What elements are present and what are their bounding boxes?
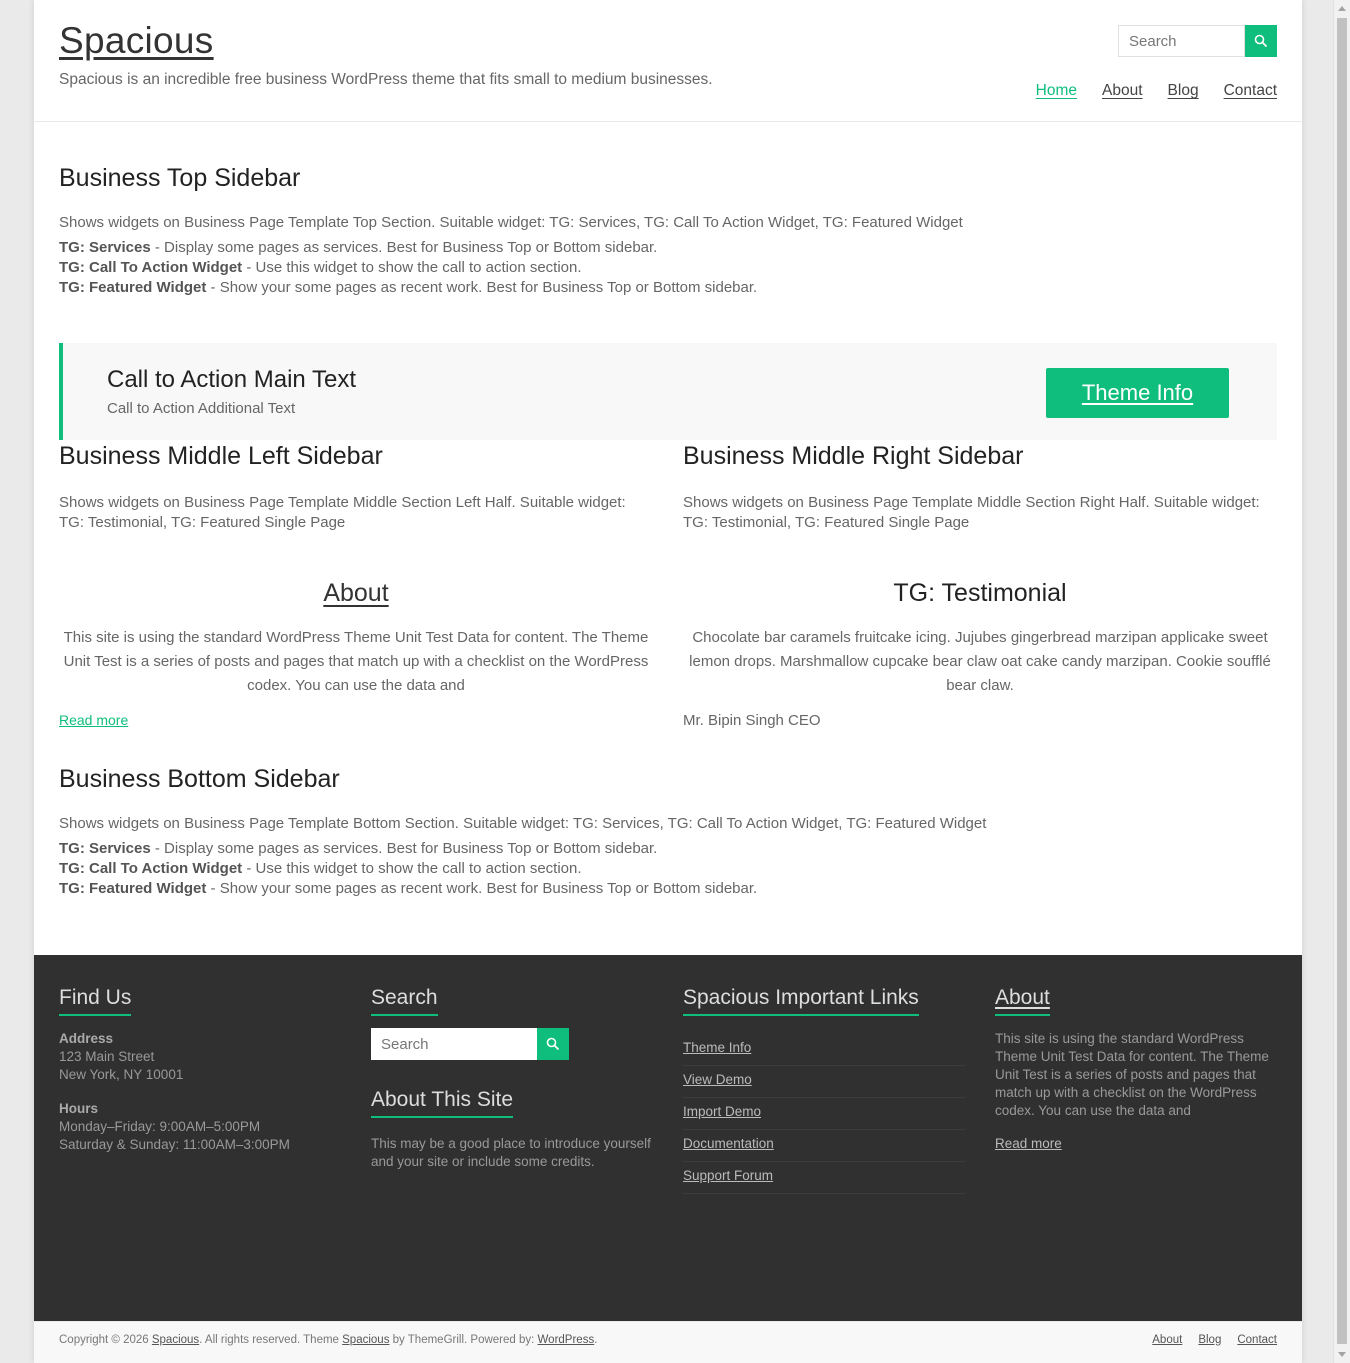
item-name: TG: Featured Widget xyxy=(59,279,207,296)
scroll-down-arrow-icon[interactable] xyxy=(1338,1352,1346,1357)
nav-about[interactable]: About xyxy=(1102,82,1143,99)
footer-find-us xyxy=(59,986,341,1154)
list-item xyxy=(683,1066,965,1098)
nav-blog[interactable]: Blog xyxy=(1167,82,1199,99)
read-more-link[interactable]: Read more xyxy=(59,712,129,728)
middle-left-desc: Shows widgets on Business Page Template Middle Section Left Half. Suitable widget: TG: Testimonial, TG: Featured Single Page xyxy=(59,494,626,531)
cta-main-text: Call to Action Main Text xyxy=(107,366,357,393)
testimonial-title: TG: Testimonial xyxy=(893,579,1067,607)
cta-additional-text: Call to Action Additional Text xyxy=(107,400,296,417)
footer-read-more-link[interactable]: Read more xyxy=(995,1136,1062,1151)
business-top-sidebar xyxy=(59,164,1277,298)
list-item xyxy=(683,1098,965,1130)
address-label: Address xyxy=(59,1031,114,1046)
item-desc: - Display some pages as services. Best for Business Top or Bottom sidebar. xyxy=(150,239,658,256)
footer-search-input[interactable] xyxy=(371,1028,537,1060)
footer-important-links xyxy=(683,986,965,1194)
call-to-action xyxy=(59,343,1277,440)
about-card-title xyxy=(59,579,653,608)
about-site-title: About This Site xyxy=(371,1088,513,1118)
copyright-text xyxy=(59,1334,597,1346)
page-wrapper xyxy=(34,0,1302,1363)
site-tagline: Spacious is an incredible free business WordPress theme that fits small to medium businesses. xyxy=(59,71,713,88)
item-name: TG: Call To Action Widget xyxy=(59,860,243,877)
list-item xyxy=(683,1162,965,1194)
nav-home[interactable]: Home xyxy=(1035,82,1078,99)
nav-contact[interactable]: Contact xyxy=(1223,82,1277,99)
bottom-sidebar-title: Business Bottom Sidebar xyxy=(59,765,340,793)
business-bottom-sidebar xyxy=(59,765,1277,899)
bottom-sidebar-intro: Shows widgets on Business Page Template Bottom Section. Suitable widget: TG: Services, TG: Call To Action Widget, TG: Featured Widget xyxy=(59,815,987,832)
footer-search-title: Search xyxy=(371,986,438,1016)
business-middle-left-sidebar xyxy=(59,442,653,728)
about-card-text: This site is using the standard WordPress Theme Unit Test Data for content. The Theme Unit Test is a series of posts and pages that match up with a checklist on the WordPress codex. You can use the data and xyxy=(63,629,649,694)
search-icon xyxy=(1254,34,1268,48)
main-navigation xyxy=(1036,82,1277,100)
link-view-demo[interactable]: View Demo xyxy=(683,1072,752,1087)
copyright-wordpress-link[interactable]: WordPress xyxy=(537,1334,595,1346)
top-sidebar-item xyxy=(59,238,1277,258)
copyright-suffix: . xyxy=(594,1334,598,1346)
item-desc: - Show your some pages as recent work. Best for Business Top or Bottom sidebar. xyxy=(206,880,758,897)
middle-left-title: Business Middle Left Sidebar xyxy=(59,442,383,470)
middle-right-desc: Shows widgets on Business Page Template Middle Section Right Half. Suitable widget: TG: Testimonial, TG: Featured Single Page xyxy=(683,494,1260,531)
important-links-title: Spacious Important Links xyxy=(683,986,919,1016)
address-block xyxy=(59,1030,341,1084)
find-us-title: Find Us xyxy=(59,986,131,1016)
important-links-list xyxy=(683,1034,965,1194)
business-middle-right-sidebar xyxy=(683,442,1277,729)
header-search-input[interactable] xyxy=(1118,25,1245,57)
top-sidebar-item xyxy=(59,278,1277,298)
bottom-sidebar-item xyxy=(59,839,1277,859)
top-sidebar-title: Business Top Sidebar xyxy=(59,164,301,192)
link-import-demo[interactable]: Import Demo xyxy=(683,1104,762,1119)
item-name: TG: Services xyxy=(59,239,151,256)
copyright-bar xyxy=(34,1321,1302,1363)
about-site-text: This may be a good place to introduce yourself and your site or include some credits. xyxy=(371,1136,651,1169)
footer-about-text: This site is using the standard WordPress Theme Unit Test Data for content. The Theme Unit Test is a series of posts and pages that match up with a checklist on the WordPress codex. You can use the data and xyxy=(995,1031,1269,1118)
footer-about-title[interactable]: About xyxy=(995,986,1050,1016)
item-name: TG: Featured Widget xyxy=(59,880,207,897)
footer-nav-about[interactable]: About xyxy=(1152,1334,1183,1346)
header-search-form xyxy=(1118,25,1277,57)
top-sidebar-item xyxy=(59,258,1277,278)
item-name: TG: Call To Action Widget xyxy=(59,259,243,276)
hours-label: Hours xyxy=(59,1101,99,1116)
item-desc: - Show your some pages as recent work. Best for Business Top or Bottom sidebar. xyxy=(206,279,758,296)
middle-right-title: Business Middle Right Sidebar xyxy=(683,442,1024,470)
site-footer xyxy=(34,955,1302,1321)
list-item xyxy=(683,1034,965,1066)
copyright-mid: . All rights reserved. Theme xyxy=(199,1334,343,1346)
testimonial-text: Chocolate bar caramels fruitcake icing. Jujubes gingerbread marzipan applicake sweet lemon drops. Marshmallow cupcake bear claw oat cake candy marzipan. Cookie soufflé bear claw. xyxy=(689,629,1271,694)
link-theme-info[interactable]: Theme Info xyxy=(683,1040,752,1055)
footer-search-form xyxy=(371,1028,569,1060)
footer-navigation xyxy=(1152,1334,1277,1346)
bottom-sidebar-item xyxy=(59,879,1277,899)
copyright-mid: by ThemeGrill. Powered by: xyxy=(389,1334,538,1346)
footer-search xyxy=(371,986,653,1171)
theme-info-button[interactable]: Theme Info xyxy=(1046,368,1229,418)
site-title-link[interactable]: Spacious xyxy=(59,20,214,61)
hours-line: Saturday & Sunday: 11:00AM–3:00PM xyxy=(59,1137,290,1152)
scroll-up-arrow-icon[interactable] xyxy=(1338,6,1346,11)
page-scrollbar[interactable] xyxy=(1333,0,1350,1363)
scrollbar-thumb[interactable] xyxy=(1337,18,1347,1344)
testimonial-author: Mr. Bipin Singh CEO xyxy=(683,712,821,729)
about-card-link[interactable]: About xyxy=(323,579,389,607)
hours-line: Monday–Friday: 9:00AM–5:00PM xyxy=(59,1119,261,1134)
search-icon xyxy=(546,1037,560,1051)
copyright-prefix: Copyright © 2026 xyxy=(59,1334,152,1346)
site-header xyxy=(34,0,1302,122)
link-support-forum[interactable]: Support Forum xyxy=(683,1168,774,1183)
item-desc: - Use this widget to show the call to action section. xyxy=(242,259,582,276)
item-name: TG: Services xyxy=(59,840,151,857)
copyright-site-link[interactable]: Spacious xyxy=(151,1334,200,1346)
footer-nav-contact[interactable]: Contact xyxy=(1237,1334,1277,1346)
item-desc: - Use this widget to show the call to action section. xyxy=(242,860,582,877)
footer-nav-blog[interactable]: Blog xyxy=(1198,1334,1222,1346)
address-line: New York, NY 10001 xyxy=(59,1067,184,1082)
bottom-sidebar-item xyxy=(59,859,1277,879)
item-desc: - Display some pages as services. Best for Business Top or Bottom sidebar. xyxy=(150,840,658,857)
address-line: 123 Main Street xyxy=(59,1049,155,1064)
list-item xyxy=(683,1130,965,1162)
hours-block xyxy=(59,1100,341,1154)
footer-about xyxy=(995,986,1277,1153)
link-documentation[interactable]: Documentation xyxy=(683,1136,774,1151)
copyright-theme-link[interactable]: Spacious xyxy=(342,1334,390,1346)
top-sidebar-intro: Shows widgets on Business Page Template Top Section. Suitable widget: TG: Services, TG: Call To Action Widget, TG: Featured Widget xyxy=(59,214,963,231)
header-search-button[interactable] xyxy=(1245,25,1277,57)
footer-search-button[interactable] xyxy=(537,1028,569,1060)
